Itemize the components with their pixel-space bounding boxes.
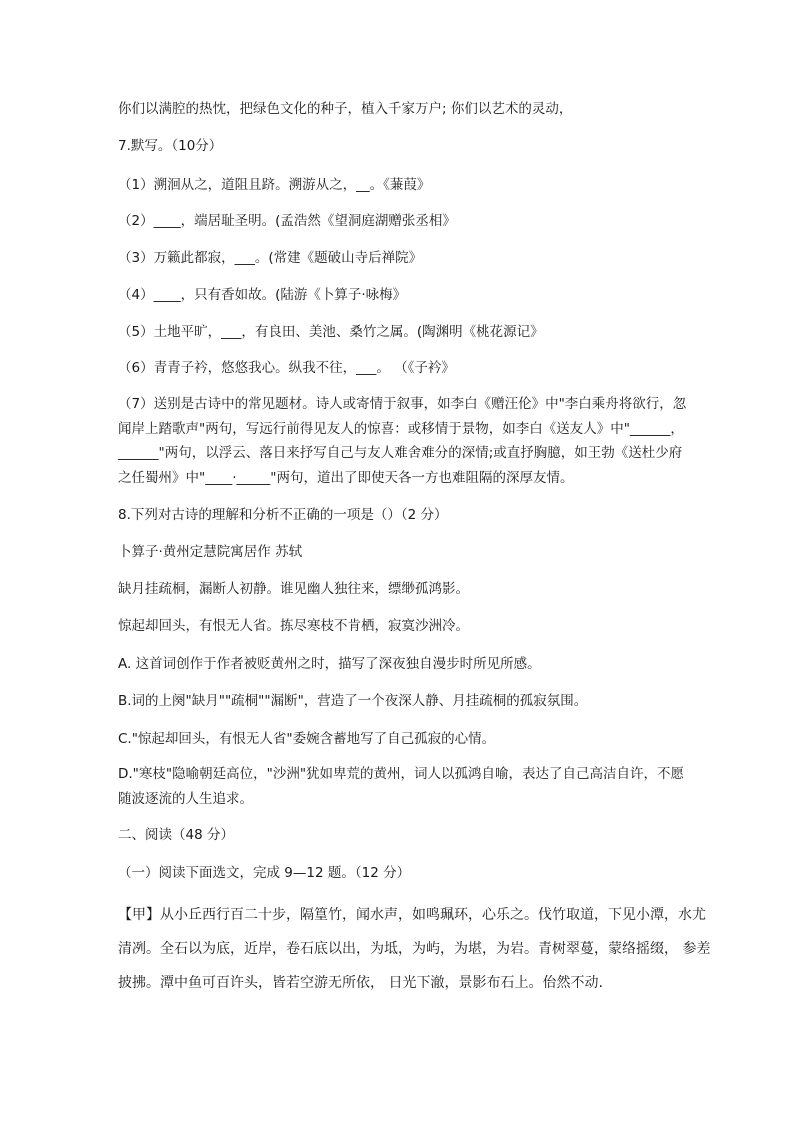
intro-line: 你们以满腔的热忱，把绿色文化的种子，植入千家万户; 你们以艺术的灵动， xyxy=(118,101,573,117)
section-2-title: 二、阅读（48 分） xyxy=(118,827,234,843)
option-b: B.词的上阕"缺月""疏桐""漏断"，营造了一个夜深人静、月挂疏桐的孤寂氛围。 xyxy=(118,693,588,709)
option-a: A. 这首词创作于作者被贬黄州之时，描写了深夜独自漫步时所见所感。 xyxy=(118,656,541,672)
passage-jia: 【甲】从小丘西行百二十步，隔篁竹，闻水声，如鸣珮环，心乐之。伐竹取道，下见小潭，水尤清冽。全石以为底，近岸，卷石底以出，为坻，为屿，为堪，为岩。青树翠蔓，蒙络摇缀， 参差披拂。潭中鱼可百许头，皆若空游无所依， 日光下澈，景影布石上。佁然不动. xyxy=(118,907,711,991)
question-7-item-1: （1）溯洄从之，道阻且跻。溯游从之，__。《蒹葭》 xyxy=(118,177,431,193)
poem-line-1: 缺月挂疏桐，漏断人初静。谁见幽人独往来，缥缈孤鸿影。 xyxy=(118,581,469,597)
reading-1-instruction: （一）阅读下面选文，完成 9—12 题。（12 分） xyxy=(118,865,411,881)
poem-title: 卜算子·黄州定慧院寓居作 苏轼 xyxy=(118,544,303,560)
poem-line-2: 惊起却回头，有恨无人省。拣尽寒枝不肯栖，寂寞沙洲冷。 xyxy=(118,618,469,634)
question-7-title: 7.默写。（10分） xyxy=(118,138,223,154)
question-7-item-5: （5）土地平旷，___，有良田、美池、桑竹之属。(陶渊明《桃花源记》 xyxy=(118,324,544,340)
option-d: D."寒枝"隐喻朝廷高位，"沙洲"犹如卑荒的黄州，词人以孤鸿自喻，表达了自己高洁自许，不愿随波逐流的人生追求。 xyxy=(118,766,685,807)
question-7-item-3: （3）万籁此都寂，___。(常建《题破山寺后禅院》 xyxy=(118,250,423,266)
question-7-item-2: （2）____，端居耻圣明。(孟浩然《望洞庭湖赠张丞相》 xyxy=(118,213,456,229)
question-8-title: 8.下列对古诗的理解和分析不正确的一项是（）（2 分） xyxy=(118,507,448,523)
question-7-item-6: （6）青青子衿，悠悠我心。纵我不往，___。 （《子衿》 xyxy=(118,360,455,376)
option-c: C."惊起却回头，有恨无人省"委婉含蓄地写了自己孤寂的心情。 xyxy=(118,731,496,747)
question-7-item-7: （7）送别是古诗中的常见题材。诗人或寄情于叙事，如李白《赠汪伦》中"李白乘舟将欲行，忽闻岸上踏歌声"两句，写远行前得见友人的惊喜：或移情于景物，如李白《送友人》中"______，______"两句，以浮云、落日来抒写自己与友人难舍难分的深情;或直抒胸臆，如王勃《送杜少府之任蜀州》中"____·_____"两句，道出了即使天各一方也难阻隔的深厚友情。 xyxy=(118,396,687,486)
question-7-item-4: （4）____，只有香如故。(陆游《卜算子·咏梅》 xyxy=(118,287,407,303)
